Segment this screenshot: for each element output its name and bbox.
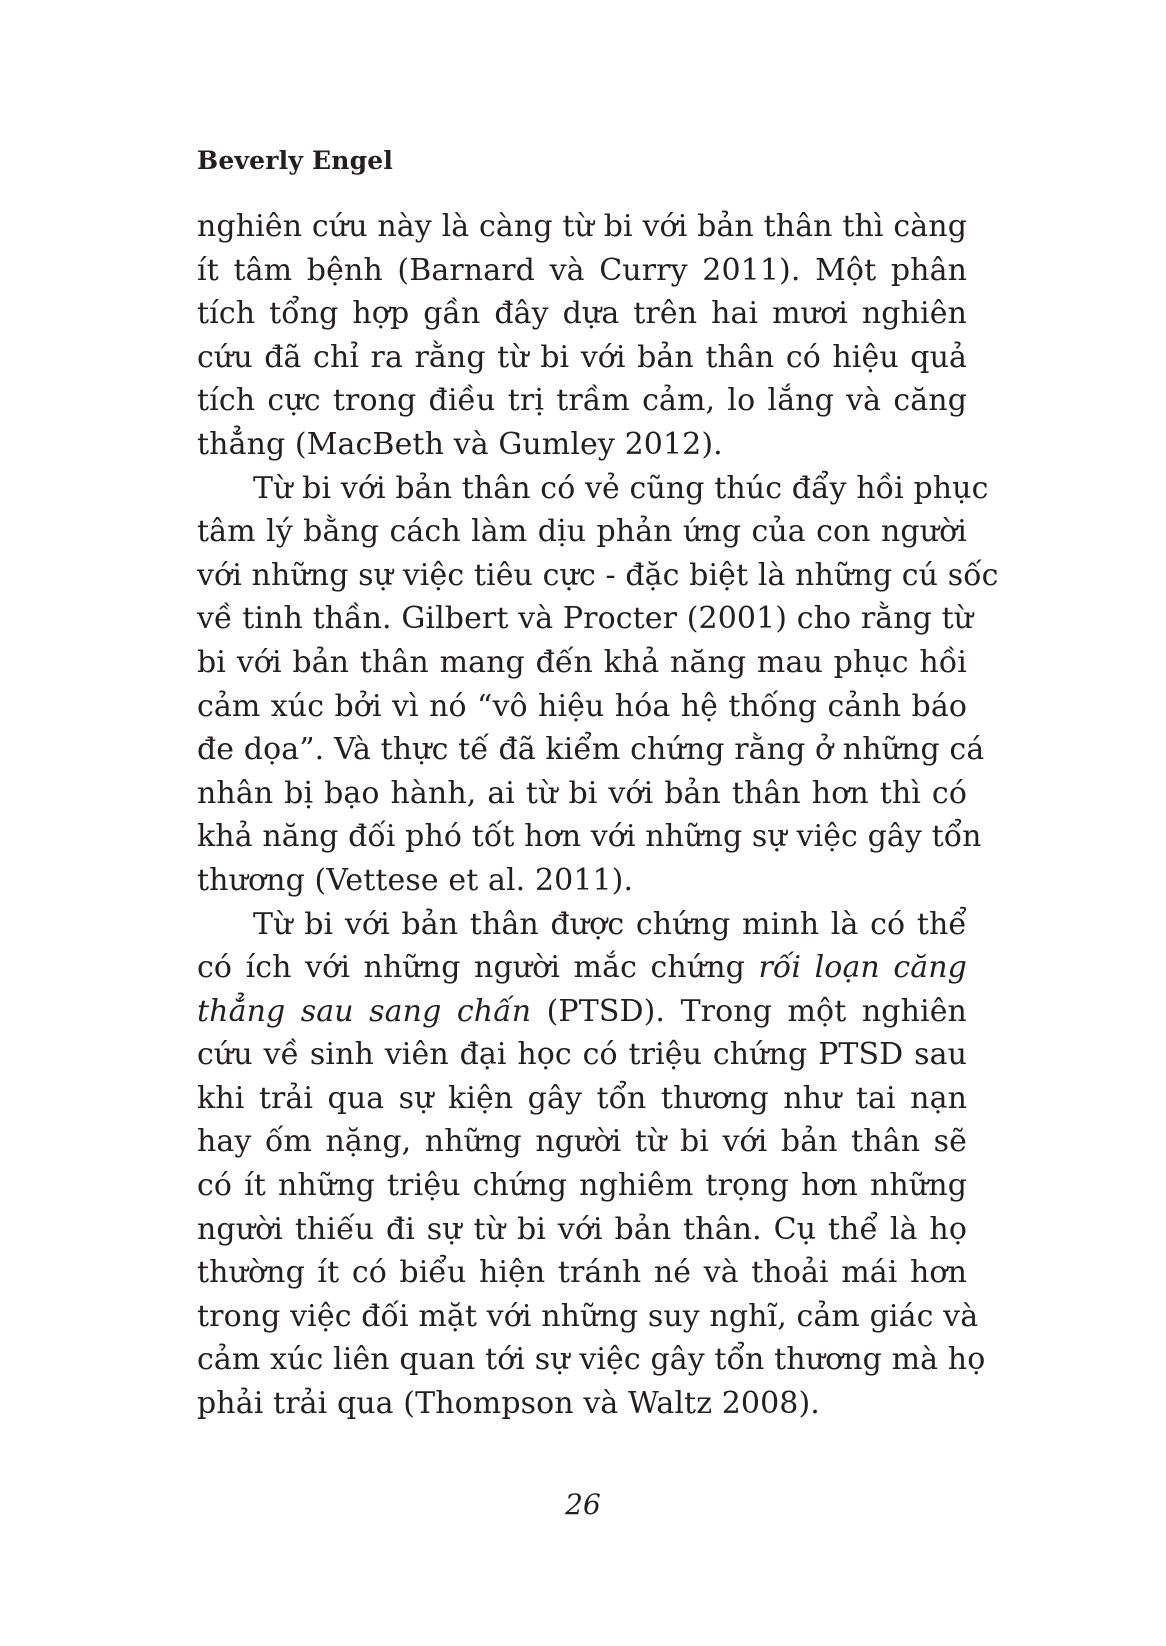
italic-term: thẳng sau sang chấn	[197, 993, 532, 1029]
text-line: hay ốm nặng, những người từ bi với bản thân sẽ	[197, 1124, 967, 1160]
text-line: thẳng (MacBeth và Gumley 2012).	[197, 426, 723, 462]
text-line: đe dọa”. Và thực tế đã kiểm chứng rằng ở những cá	[197, 732, 985, 768]
text-line: Từ bi với bản thân có vẻ cũng thúc đẩy hồi phục	[253, 470, 989, 506]
text-line: khả năng đối phó tốt hơn với những sự việc gây tổn	[197, 819, 982, 855]
text-line: nhân bị bạo hành, ai từ bi với bản thân hơn thì có	[197, 775, 967, 811]
paragraph-1	[197, 205, 967, 467]
text-line: cảm xúc bởi vì nó “vô hiệu hóa hệ thống cảnh báo	[197, 688, 967, 724]
text-line: cảm xúc liên quan tới sự việc gây tổn thương mà họ	[197, 1342, 986, 1378]
text-line: về tinh thần. Gilbert và Procter (2001) cho rằng từ	[197, 601, 974, 637]
text-line: tâm lý bằng cách làm dịu phản ứng của con người	[197, 514, 967, 550]
text-line: phải trải qua (Thompson và Waltz 2008).	[197, 1386, 820, 1422]
text-line: thương (Vettese et al. 2011).	[197, 862, 634, 898]
text-line: cứu đã chỉ ra rằng từ bi với bản thân có hiệu quả	[197, 339, 967, 375]
text-line: khi trải qua sự kiện gây tổn thương như tai nạn	[197, 1080, 967, 1116]
running-header-author: Beverly Engel	[197, 146, 394, 175]
text-line: trong việc đối mặt với những suy nghĩ, cảm giác và	[197, 1298, 979, 1334]
text-line-with-italic	[197, 990, 967, 1034]
page-number: 26	[565, 1488, 601, 1521]
text-line: thường ít có biểu hiện tránh né và thoải mái hơn	[197, 1255, 967, 1291]
text-line: nghiên cứu này là càng từ bi với bản thân thì càng	[197, 209, 967, 244]
text-segment: có ích với những người mắc chứng	[197, 950, 759, 986]
paragraph-3	[197, 903, 986, 1426]
text-line-with-italic	[197, 946, 967, 990]
body-text	[197, 205, 999, 1426]
text-line: người thiếu đi sự từ bi với bản thân. Cụ thể là họ	[197, 1211, 967, 1247]
text-line: Từ bi với bản thân được chứng minh là có thể	[253, 906, 967, 942]
text-line: bi với bản thân mang đến khả năng mau phục hồi	[197, 644, 967, 680]
text-line: với những sự việc tiêu cực - đặc biệt là những cú sốc	[197, 557, 999, 593]
text-line: cứu về sinh viên đại học có triệu chứng PTSD sau	[197, 1037, 967, 1073]
text-line: tích cực trong điều trị trầm cảm, lo lắng và căng	[197, 383, 967, 419]
paragraph-2	[197, 467, 999, 903]
text-line: ít tâm bệnh (Barnard và Curry 2011). Một phân	[197, 252, 967, 288]
text-segment: (PTSD). Trong một nghiên	[531, 993, 967, 1029]
italic-term: rối loạn căng	[758, 950, 967, 986]
text-line: tích tổng hợp gần đây dựa trên hai mươi nghiên	[197, 296, 967, 332]
text-line: có ít những triệu chứng nghiêm trọng hơn những	[197, 1168, 967, 1204]
